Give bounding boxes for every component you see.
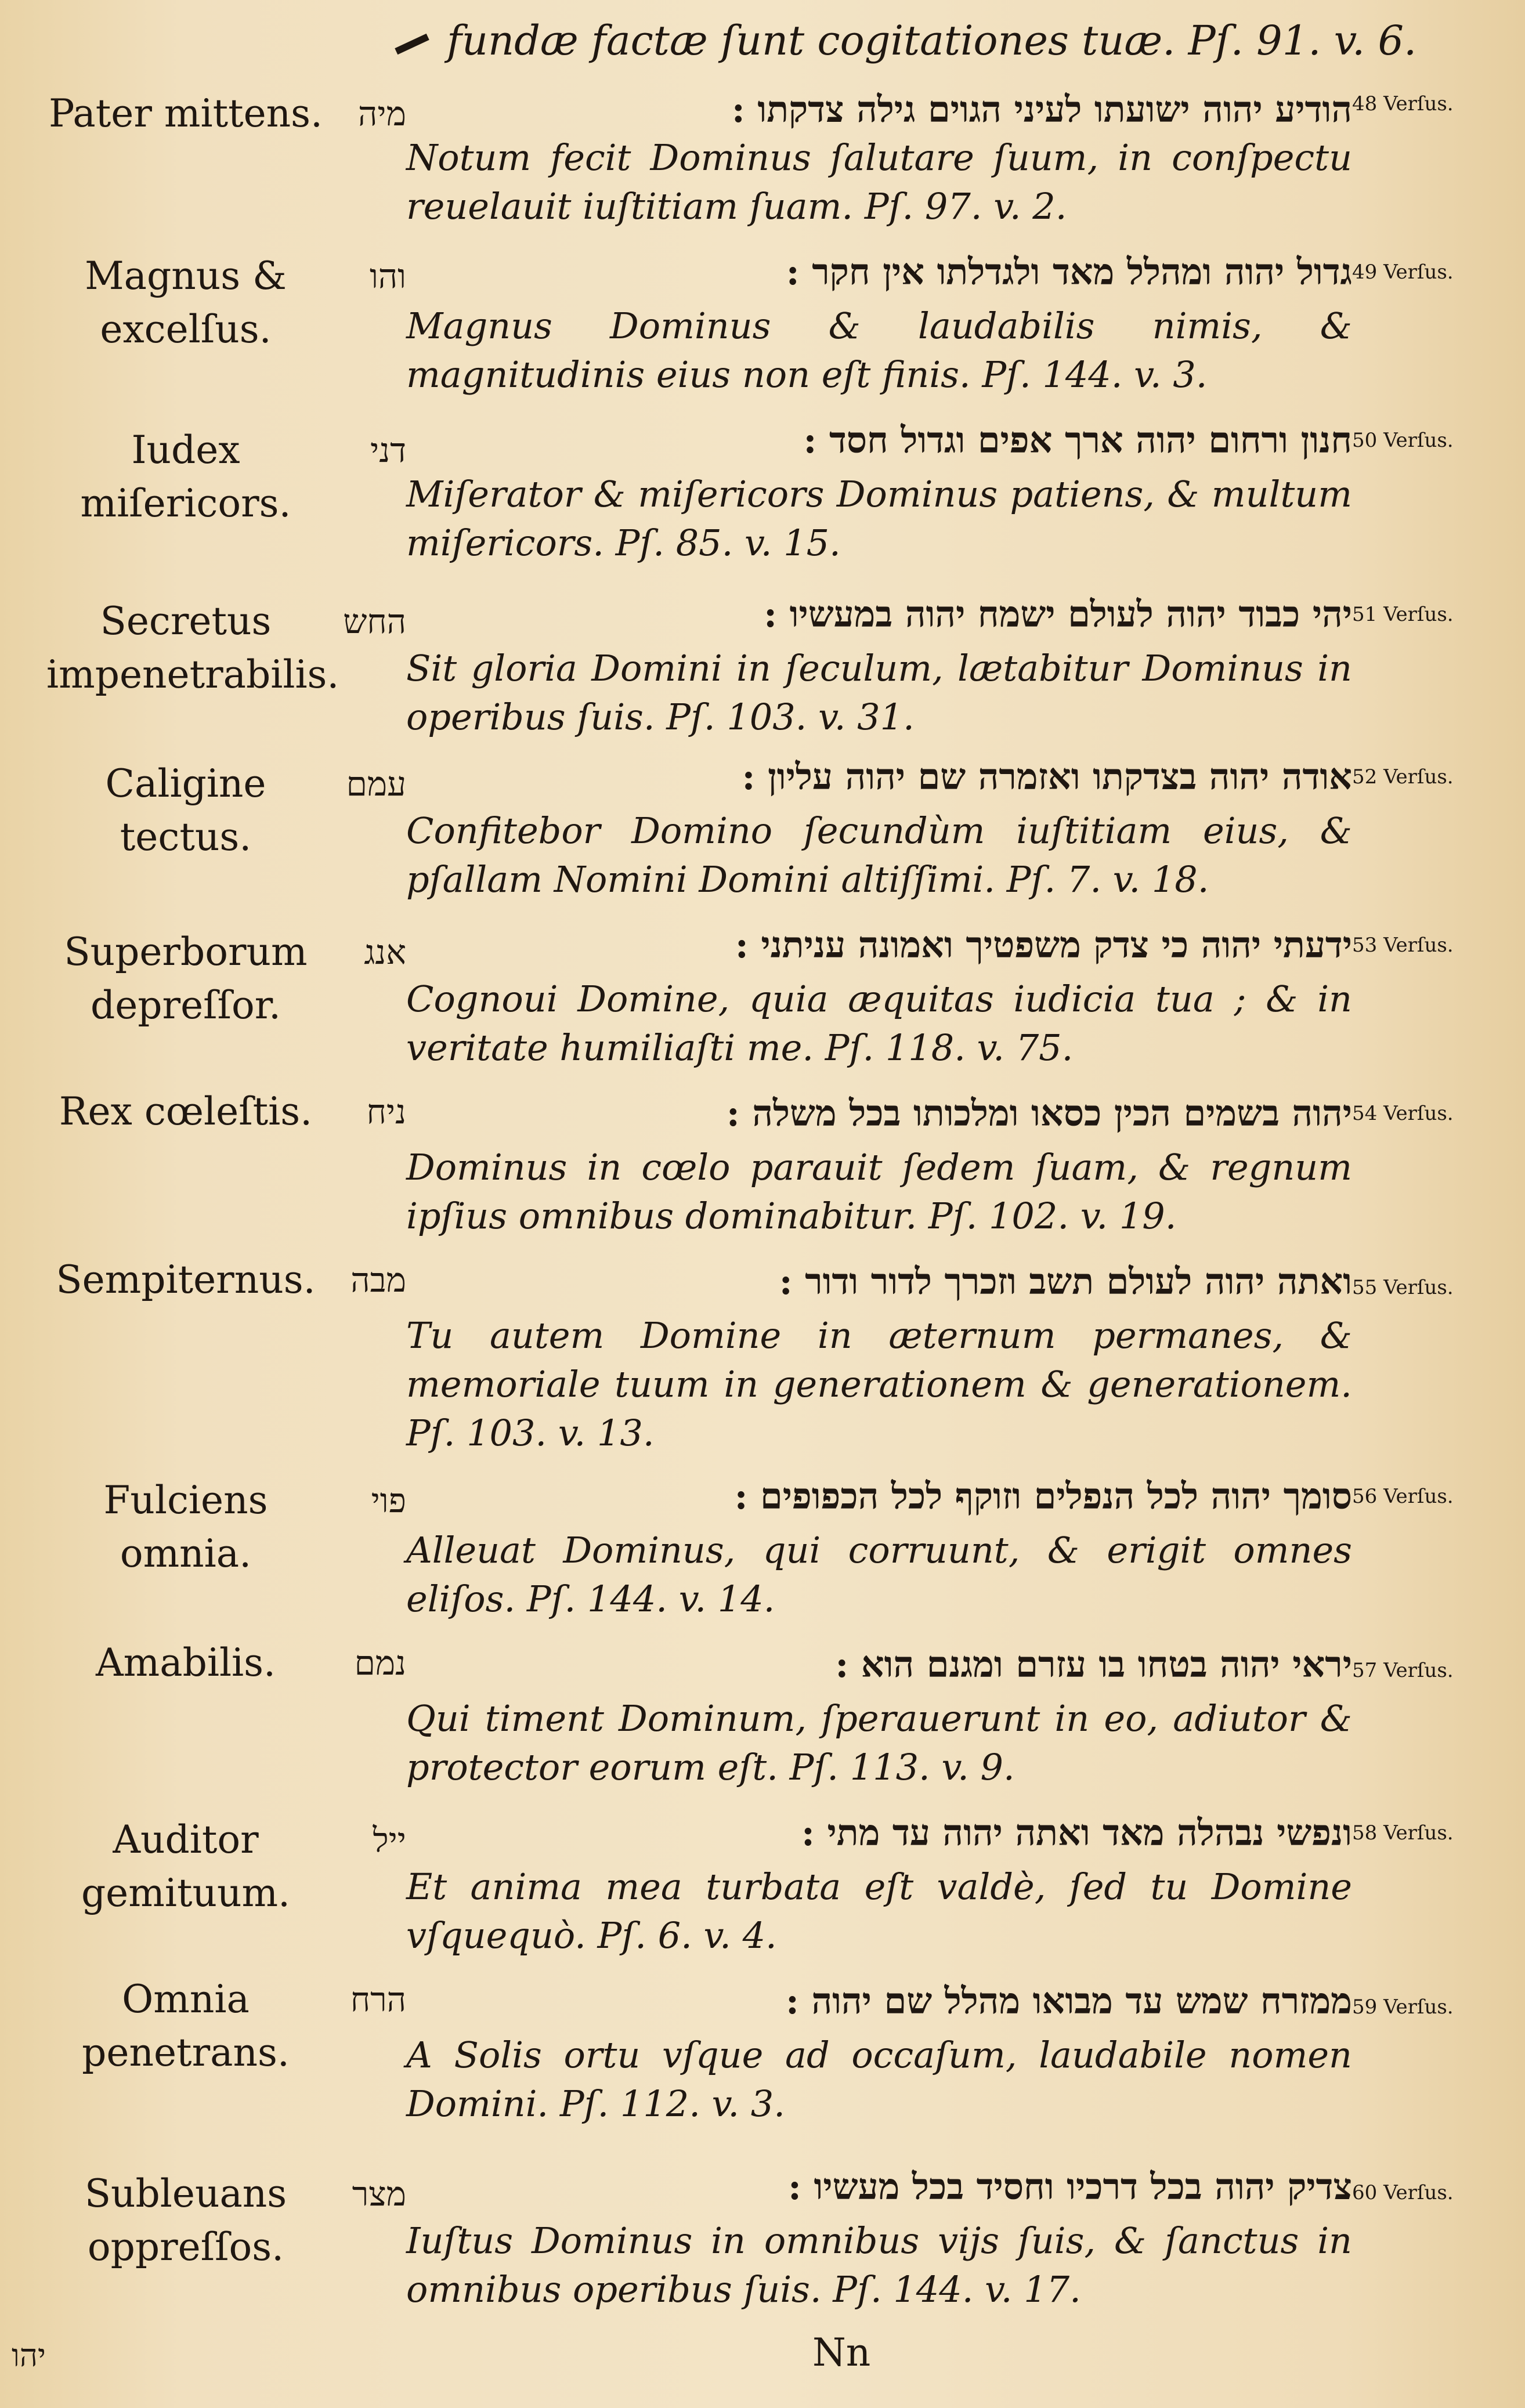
latin-name: Iudex miſericors.: [80, 428, 291, 526]
hebrew-verse: ונפשי נבהלה מאד ואתה יהוה עד מתי :: [801, 1812, 1352, 1854]
latin-name: Auditor gemituum.: [81, 1817, 291, 1915]
verse-number: 56 Verſus.: [1352, 1485, 1454, 1508]
latin-verse: Dominus in cœlo parauit ſedem ſuam, & regnum ipſius omnibus dominabitur. Pſ. 102. v. 19.: [406, 1146, 1352, 1237]
hebrew-verse: סומך יהוה לכל הנפלים וזוקף לכל הכפופים :: [734, 1475, 1352, 1517]
verse-number: 60 Verſus.: [1352, 2181, 1454, 2204]
latin-name: Pater mittens.: [48, 91, 323, 136]
latin-verse: Qui timent Dominum, ſperauerunt in eo, adiutor & protector eorum eſt. Pſ. 113. v. 9.: [406, 1697, 1352, 1788]
latin-name: Subleuans oppreſſos.: [84, 2171, 287, 2269]
hebrew-name: עמם: [346, 764, 406, 804]
verse-number: 53 Verſus.: [1352, 934, 1454, 957]
hebrew-verse: הודיע יהוה ישועתו לעיני הגוים גילה צדקתו :: [731, 88, 1352, 131]
hebrew-name: דני: [370, 431, 406, 470]
latin-verse: Sit gloria Domini in ſeculum, lætabitur Dominus in operibus ſuis. Pſ. 103. v. 31.: [406, 647, 1352, 738]
hebrew-name: נמם: [354, 1643, 406, 1683]
hebrew-name: הרח: [350, 1980, 406, 2019]
latin-name: Caligine tectus.: [105, 761, 266, 859]
latin-name: Sempiternus.: [56, 1257, 316, 1302]
hebrew-name: אנג: [364, 932, 406, 972]
latin-name: Fulciens omnia.: [103, 1478, 268, 1576]
hebrew-name: החש: [343, 602, 406, 641]
hebrew-verse: אודה יהוה בצדקתו ואזמרה שם יהוה עליון :: [742, 755, 1352, 798]
hebrew-name: ייל: [373, 1820, 406, 1860]
verse-number: 57 Verſus.: [1352, 1659, 1454, 1682]
latin-verse: Magnus Dominus & laudabilis nimis, & magnitudinis eius non eſt finis. Pſ. 144. v. 3.: [406, 305, 1352, 396]
verse-number: 51 Verſus.: [1352, 603, 1454, 626]
latin-verse: A Solis ortu vſque ad occaſum, laudabile nomen Domini. Pſ. 112. v. 3.: [406, 2034, 1352, 2125]
hebrew-name: והו: [369, 256, 406, 296]
latin-verse: Tu autem Domine in æternum permanes, & memoriale tuum in generationem & generationem. Pſ. 103. v. 13.: [406, 1314, 1352, 1454]
latin-name: Magnus & excelſus.: [85, 254, 287, 352]
hebrew-verse: יהי כבוד יהוה לעולם ישמח יהוה במעשיו :: [764, 593, 1352, 635]
latin-verse: Confitebor Domino ſecundùm iuſtitiam eius, & pſallam Nomini Domini altiſſimi. Pſ. 7. v. 18.: [406, 809, 1352, 901]
hebrew-verse: יראי יהוה בטחו בו עזרם ומגנם הוא :: [835, 1643, 1352, 1686]
hebrew-verse: גדול יהוה ומהלל מאד ולגדלתו אין חקר :: [786, 251, 1352, 293]
hebrew-name: ניח: [366, 1092, 406, 1131]
hebrew-verse: ואתה יהוה לעולם תשב וזכרך לדור ודור :: [779, 1260, 1352, 1303]
latin-name: Omnia penetrans.: [82, 1977, 290, 2075]
hebrew-name: מצר: [352, 2174, 406, 2214]
hebrew-verse: חנון ורחום יהוה ארך אפים וגדול חסד :: [803, 419, 1352, 461]
hebrew-name: מבה: [350, 1260, 406, 1300]
latin-verse: Et anima mea turbata eſt valdè, ſed tu Domine vſquequò. Pſ. 6. v. 4.: [406, 1865, 1352, 1957]
hebrew-verse: צדיק יהוה בכל דרכיו וחסיד בכל מעשיו :: [788, 2165, 1352, 2208]
verse-number: 59 Verſus.: [1352, 1995, 1454, 2019]
running-header: [395, 12, 1417, 70]
latin-name: Amabilis.: [95, 1640, 276, 1685]
latin-verse: Alleuat Dominus, qui corruunt, & erigit omnes eliſos. Pſ. 144. v. 14.: [406, 1529, 1352, 1620]
verse-number: 50 Verſus.: [1352, 429, 1454, 452]
hebrew-verse: ממזרח שמש עד מבואו מהלל שם יהוה :: [786, 1980, 1352, 2022]
verse-number: 55 Verſus.: [1352, 1276, 1454, 1299]
latin-verse: Notum fecit Dominus ſalutare ſuum, in conſpectu reuelauit iuſtitiam ſuam. Pſ. 97. v. 2.: [406, 136, 1352, 227]
latin-name: Secretus impenetrabilis.: [46, 599, 339, 697]
hebrew-name: פוי: [371, 1481, 406, 1520]
pen-mark: [395, 34, 429, 55]
verse-number: 52 Verſus.: [1352, 765, 1454, 789]
latin-verse: Miſerator & miſericors Dominus patiens, & multum miſericors. Pſ. 85. v. 15.: [406, 473, 1352, 564]
verse-number: 48 Verſus.: [1352, 92, 1454, 115]
latin-name: Superborum depreſſor.: [64, 930, 308, 1028]
hebrew-verse: ידעתי יהוה כי צדק משפטיך ואמונה עניתני :: [735, 924, 1352, 966]
latin-verse: Cognoui Domine, quia æquitas iudicia tua ; & in veritate humiliaſti me. Pſ. 118. v. 75.: [406, 978, 1352, 1069]
catchword: יהו: [12, 2337, 46, 2374]
latin-name: Rex cœleſtis.: [59, 1089, 313, 1134]
verse-number: 58 Verſus.: [1352, 1821, 1454, 1845]
latin-verse: Iuſtus Dominus in omnibus vijs ſuis, & ſanctus in omnibus operibus ſuis. Pſ. 144. v. 17.: [406, 2219, 1352, 2311]
verse-number: 49 Verſus.: [1352, 261, 1454, 284]
hebrew-verse: יהוה בשמים הכין כסאו ומלכותו בכל משלה :: [726, 1092, 1352, 1134]
header-text: fundæ factæ ſunt cogitationes tuæ. Pſ. 91. v. 6.: [447, 17, 1417, 64]
verse-number: 54 Verſus.: [1352, 1102, 1454, 1125]
signature-mark: Nn: [812, 2330, 871, 2375]
hebrew-name: מיה: [358, 94, 406, 133]
